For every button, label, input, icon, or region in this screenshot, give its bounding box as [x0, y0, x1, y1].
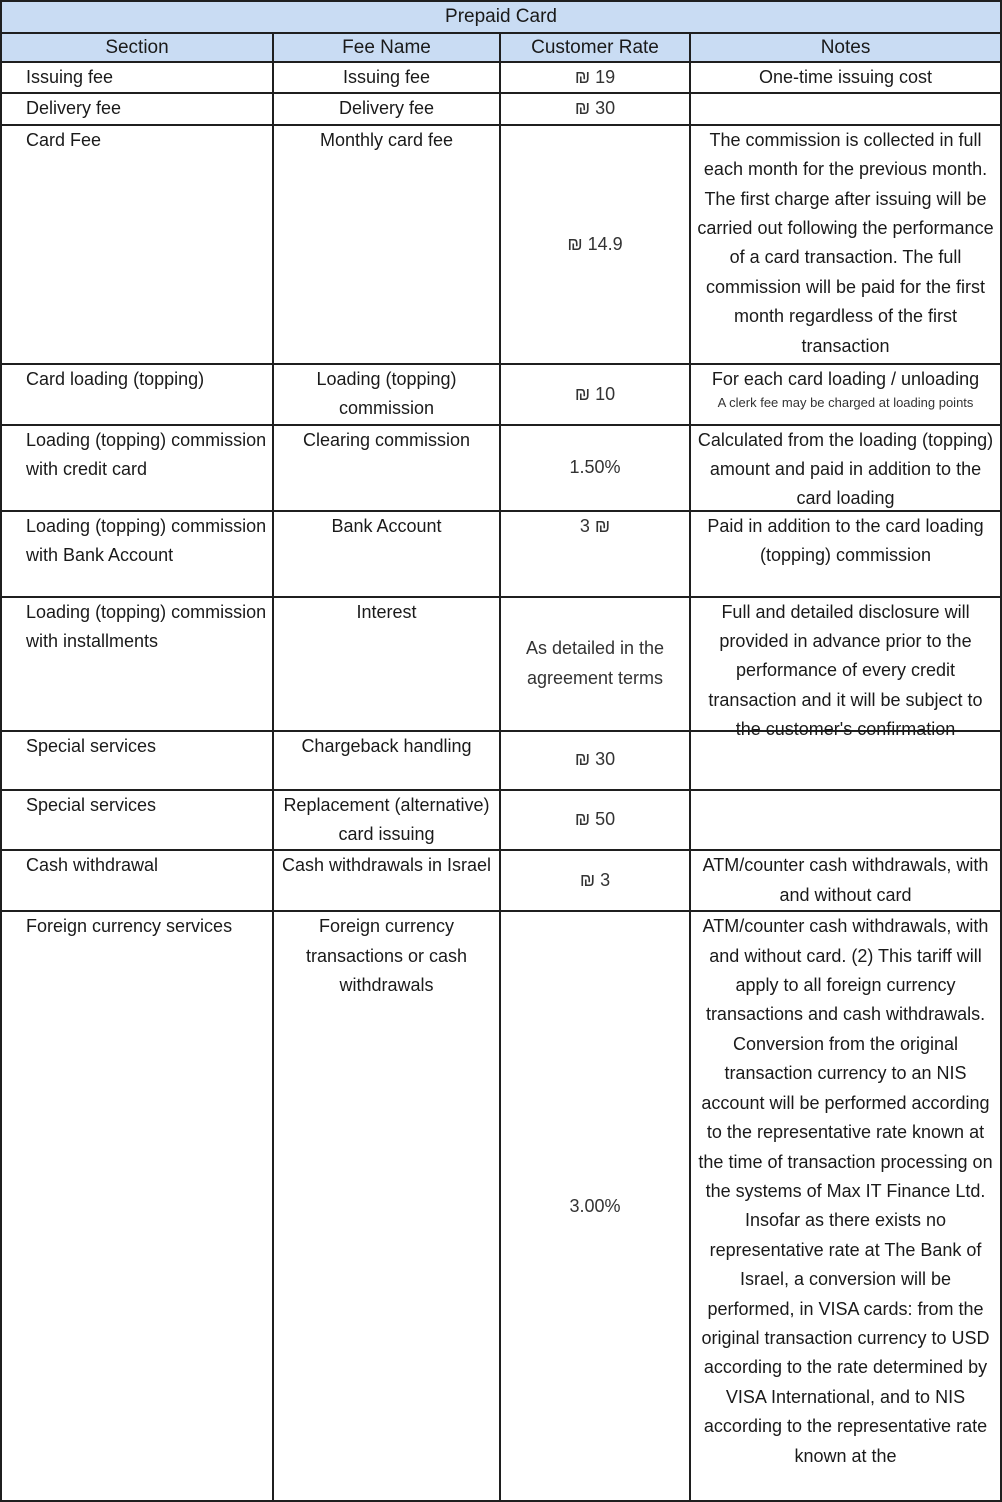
- row-section: Card Fee: [1, 125, 273, 364]
- row-section: Card loading (topping): [1, 364, 273, 425]
- header-customer-rate: Customer Rate: [500, 33, 690, 62]
- header-notes: Notes: [690, 33, 1001, 62]
- row-rate: ₪ 10: [500, 364, 690, 425]
- row-rate: ₪ 30: [500, 93, 690, 124]
- row-sub-note: A clerk fee may be charged at loading points: [717, 395, 974, 411]
- table-row: [1, 511, 1001, 597]
- row-rate: ₪ 50: [500, 790, 690, 851]
- row-notes: Calculated from the loading (topping) amount and paid in addition to the card loading: [697, 429, 994, 509]
- row-notes: [690, 93, 1001, 124]
- row-rate: ₪ 19: [500, 62, 690, 93]
- row-fee-name: Bank Account: [273, 511, 500, 597]
- row-notes: The commission is collected in full each month for the previous month. The first charge after issuing will be carried out following the performance of a card transaction. The full commission will be paid for the first month regardless of the first transaction: [690, 125, 1001, 364]
- row-rate: 3 ₪: [500, 511, 690, 597]
- row-notes-cell: [690, 597, 1001, 740]
- table-row: [1, 425, 1001, 511]
- row-section: Cash withdrawal: [1, 850, 273, 911]
- row-rate: ₪ 3: [500, 850, 690, 911]
- row-rate: 1.50%: [500, 425, 690, 511]
- row-fee-name: Issuing fee: [273, 62, 500, 93]
- row-section: Delivery fee: [1, 93, 273, 124]
- row-notes-cell: [690, 425, 1001, 511]
- row-notes-cell: [690, 364, 1001, 425]
- table-row: [1, 62, 1001, 93]
- row-rate: As detailed in the agreement terms: [500, 597, 690, 731]
- table-row: [1, 93, 1001, 124]
- row-section: Special services: [1, 790, 273, 851]
- table-row: [1, 911, 1001, 1501]
- row-fee-name: Chargeback handling: [273, 731, 500, 790]
- table-title: Prepaid Card: [1, 1, 1001, 33]
- table-row: [1, 125, 1001, 364]
- row-notes: Full and detailed disclosure will provided in advance prior to the performance of every credit transaction and it will be subject to the customer's confirmation: [708, 601, 983, 740]
- header-section: Section: [1, 33, 273, 62]
- row-fee-name: Interest: [273, 597, 500, 731]
- row-section: Loading (topping) commission with credit card: [1, 425, 273, 511]
- row-section: Loading (topping) commission with installments: [1, 597, 273, 731]
- row-notes: For each card loading / unloading: [711, 368, 980, 389]
- row-fee-name: Clearing commission: [273, 425, 500, 511]
- table-row: [1, 850, 1001, 911]
- table-row: [1, 790, 1001, 851]
- row-fee-name: Monthly card fee: [273, 125, 500, 364]
- row-fee-name: Foreign currency transactions or cash withdrawals: [273, 911, 500, 1501]
- row-notes: Paid in addition to the card loading (topping) commission: [690, 511, 1001, 597]
- row-fee-name: Replacement (alternative) card issuing: [273, 790, 500, 851]
- row-rate: 3.00%: [500, 911, 690, 1501]
- row-notes: ATM/counter cash withdrawals, with and without card. (2) This tariff will apply to all foreign currency transactions and cash withdrawals. Conversion from the original transaction currency to an NIS account will be performed according to the representative rate known at the time of transaction processing on the systems of Max IT Finance Ltd. Insofar as there exists no representative rate at The Bank of Israel, a conversion will be performed, in VISA cards: from the original transaction currency to USD according to the rate determined by VISA International, and to NIS according to the representative rate known at the: [690, 911, 1001, 1501]
- row-notes: One-time issuing cost: [690, 62, 1001, 93]
- row-section: Issuing fee: [1, 62, 273, 93]
- row-rate: ₪ 14.9: [500, 125, 690, 364]
- row-section: Special services: [1, 731, 273, 790]
- table-row: [1, 597, 1001, 731]
- row-fee-name: Delivery fee: [273, 93, 500, 124]
- row-rate: ₪ 30: [500, 731, 690, 790]
- row-notes: ATM/counter cash withdrawals, with and without card: [690, 850, 1001, 911]
- row-section: Foreign currency services: [1, 911, 273, 1501]
- row-fee-name: Loading (topping) commission: [273, 364, 500, 425]
- header-fee-name: Fee Name: [273, 33, 500, 62]
- table-row: [1, 364, 1001, 425]
- row-section: Loading (topping) commission with Bank Account: [1, 511, 273, 597]
- row-fee-name: Cash withdrawals in Israel: [273, 850, 500, 911]
- row-notes: [690, 790, 1001, 851]
